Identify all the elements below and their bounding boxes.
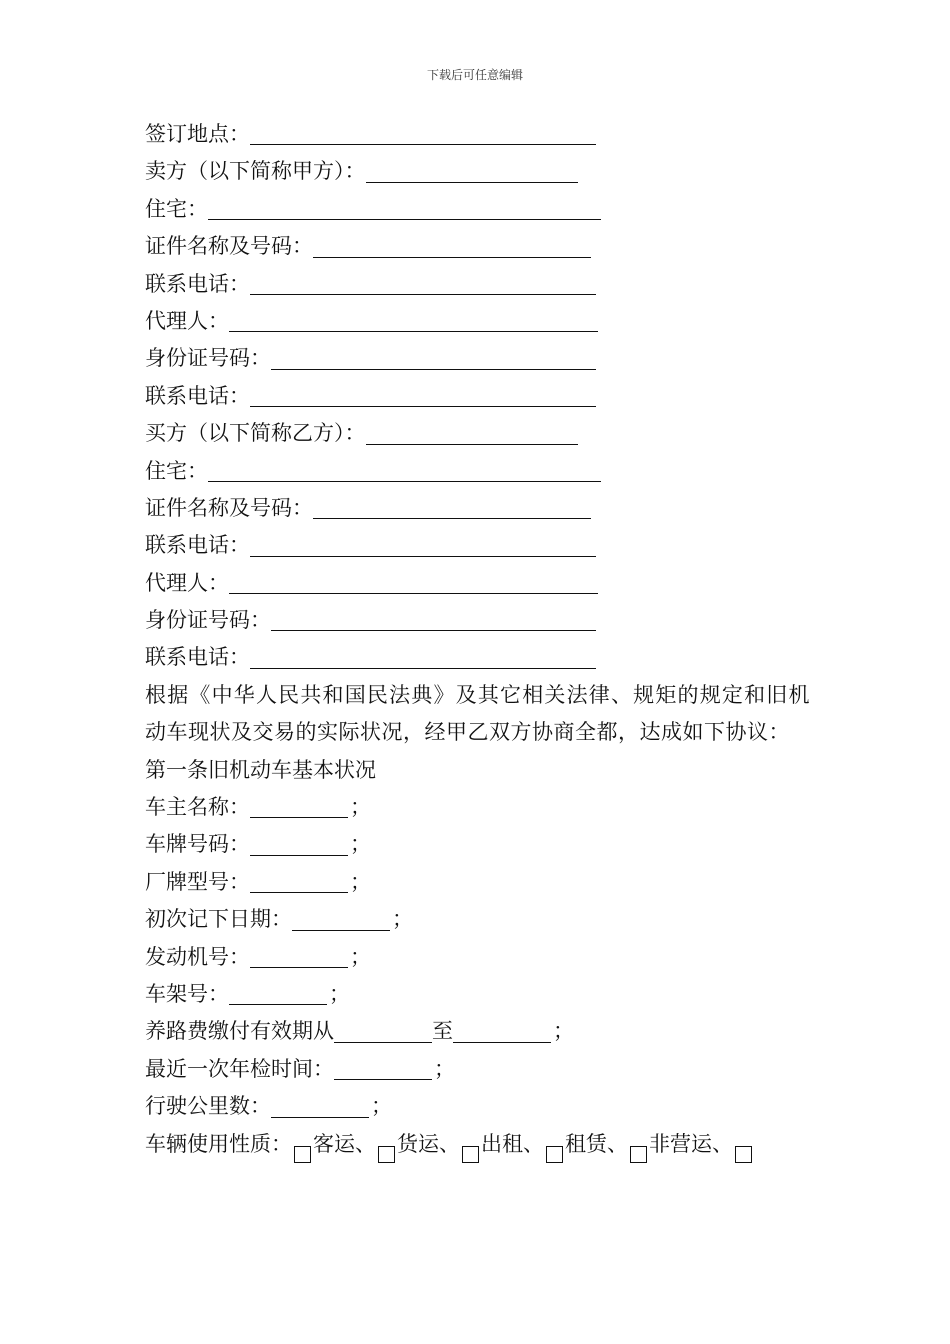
checkbox-chuzu[interactable]: [462, 1146, 479, 1163]
blank-line[interactable]: [250, 829, 348, 856]
field-road-fee-period: 养路费缴付有效期从 至 ；: [145, 1013, 810, 1050]
checkbox-keyun[interactable]: [294, 1146, 311, 1163]
field-buyer-phone: 联系电话：: [145, 527, 810, 564]
blank-line[interactable]: [250, 380, 596, 407]
contract-body: [145, 116, 810, 1163]
field-seller-phone: 联系电话：: [145, 266, 810, 303]
article-1-title: 第一条旧机动车基本状况: [145, 757, 376, 782]
field-seller: 卖方（以下简称甲方）：: [145, 153, 810, 190]
blank-line[interactable]: [250, 642, 596, 669]
field-mileage: 行驶公里数： ；: [145, 1088, 810, 1125]
field-seller-address: 住宅：: [145, 191, 810, 228]
field-plate-number: 车牌号码： ；: [145, 826, 810, 863]
field-seller-agent: 代理人：: [145, 303, 810, 340]
field-buyer-agent: 代理人：: [145, 565, 810, 602]
blank-line[interactable]: [250, 941, 348, 968]
blank-line[interactable]: [313, 231, 591, 258]
blank-line[interactable]: [366, 418, 578, 445]
blank-line[interactable]: [366, 156, 578, 183]
checkbox-zulin[interactable]: [546, 1146, 563, 1163]
page-header: 下载后可任意编辑: [426, 68, 523, 82]
blank-line[interactable]: [453, 1016, 551, 1043]
field-seller-id: 证件名称及号码：: [145, 228, 810, 265]
blank-line[interactable]: [271, 604, 596, 631]
blank-line[interactable]: [250, 866, 348, 893]
field-buyer-address: 住宅：: [145, 453, 810, 490]
blank-line[interactable]: [334, 1016, 432, 1043]
field-owner-name: 车主名称： ；: [145, 789, 810, 826]
field-usage-type: 车辆使用性质： 客运 、 货运 、 出租 、 租赁 、 非营运 、: [145, 1126, 810, 1163]
field-frame-number: 车架号： ；: [145, 976, 810, 1013]
field-seller-agent-phone: 联系电话：: [145, 378, 810, 415]
field-buyer: 买方（以下简称乙方）：: [145, 415, 810, 452]
blank-line[interactable]: [229, 305, 598, 332]
field-last-inspection: 最近一次年检时间： ；: [145, 1051, 810, 1088]
checkbox-continued[interactable]: [735, 1146, 752, 1163]
blank-line[interactable]: [250, 268, 596, 295]
blank-line[interactable]: [250, 118, 596, 145]
blank-line[interactable]: [250, 530, 596, 557]
blank-line[interactable]: [208, 455, 601, 482]
field-engine-number: 发动机号： ；: [145, 939, 810, 976]
field-buyer-agent-phone: 联系电话：: [145, 639, 810, 676]
field-buyer-id: 证件名称及号码：: [145, 490, 810, 527]
field-buyer-agent-id: 身份证号码：: [145, 602, 810, 639]
blank-line[interactable]: [313, 492, 591, 519]
field-seller-agent-id: 身份证号码：: [145, 340, 810, 377]
checkbox-huoyun[interactable]: [378, 1146, 395, 1163]
checkbox-feiyingyun[interactable]: [630, 1146, 647, 1163]
blank-line[interactable]: [229, 978, 327, 1005]
blank-line[interactable]: [229, 567, 598, 594]
blank-line[interactable]: [208, 193, 601, 220]
blank-line[interactable]: [271, 1091, 369, 1118]
field-brand-model: 厂牌型号： ；: [145, 864, 810, 901]
intro-paragraph: 根据《中华人民共和国民法典》及其它相关法律、规矩的规定和旧机动车现状及交易的实际状况，经甲乙双方协商全都，达成如下协议：: [145, 682, 810, 745]
blank-line[interactable]: [250, 791, 348, 818]
blank-line[interactable]: [271, 343, 596, 370]
blank-line[interactable]: [292, 904, 390, 931]
field-first-registration: 初次记下日期： ；: [145, 901, 810, 938]
field-signing-place: 签订地点：: [145, 116, 810, 153]
blank-line[interactable]: [334, 1053, 432, 1080]
